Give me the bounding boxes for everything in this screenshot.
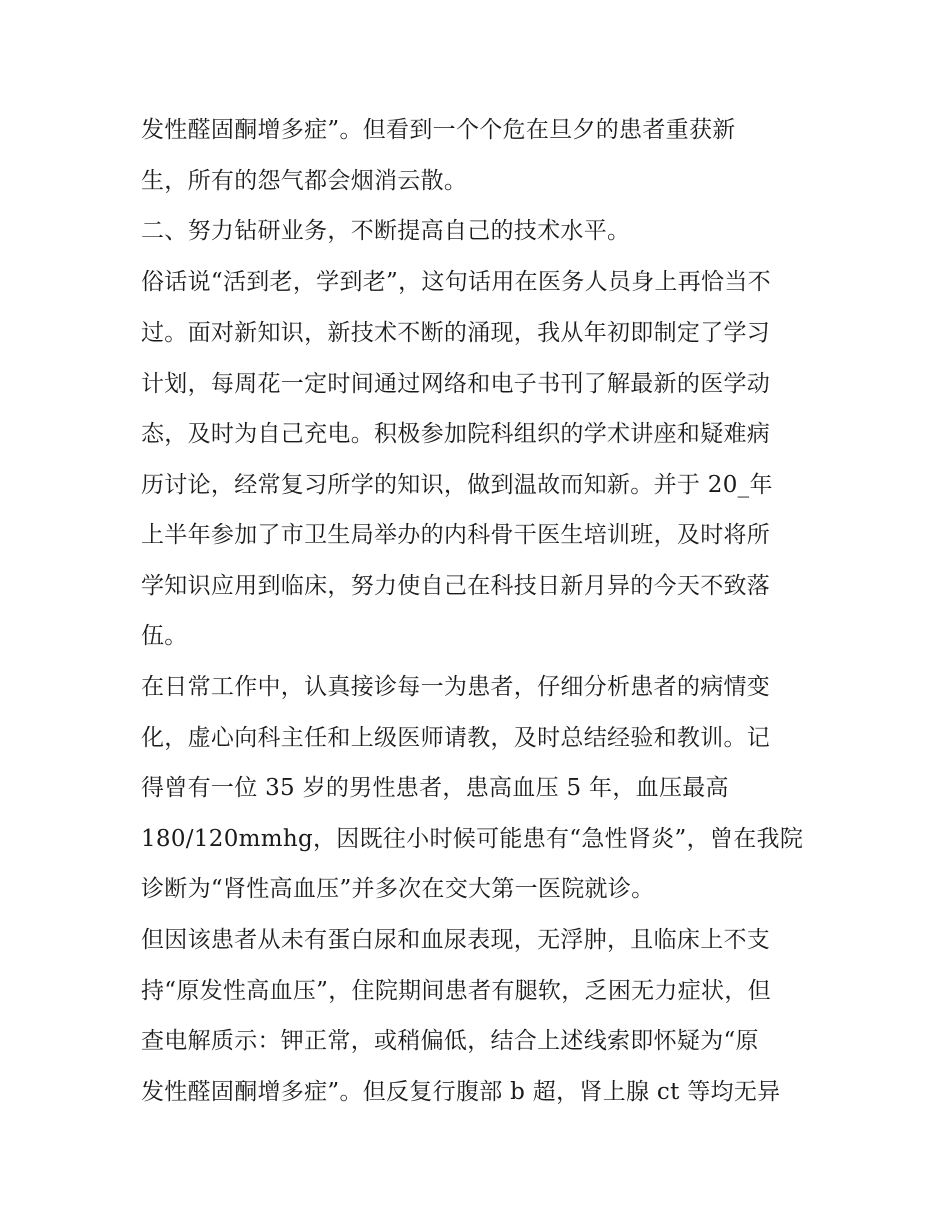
text-line-18: 持“原发性高血压”，住院期间患者有腿软，乏困无力症状，但 [141,978,771,1004]
text-line-5: 过。面对新知识，新技术不断的涌现，我从年初即制定了学习 [141,320,771,346]
text-line-11: 伍。 [141,623,188,649]
text-line-6: 计划，每周花一定时间通过网络和电子书刊了解最新的医学动 [141,371,771,397]
text-line-9: 上半年参加了市卫生局举办的内科骨干医生培训班，及时将所 [141,522,771,548]
text-line-8: 历讨论，经常复习所学的知识，做到温故而知新。并于 20_年 [141,472,773,498]
text-line-1: 发性醛固酮增多症”。但看到一个个危在旦夕的患者重获新 [141,117,736,143]
text-line-10: 学知识应用到临床，努力使自己在科技日新月异的今天不致落 [141,573,771,599]
text-line-7: 态，及时为自己充电。积极参加院科组织的学术讲座和疑难病 [141,421,771,447]
text-line-2: 生，所有的怨气都会烟消云散。 [141,168,468,194]
text-line-16: 诊断为“肾性高血压”并多次在交大第一医院就诊。 [141,876,655,902]
text-line-20: 发性醛固酮增多症”。但反复行腹部 b 超，肾上腺 ct 等均无异 [141,1079,781,1105]
text-line-15: 180/120mmhg，因既往小时候可能患有“急性肾炎”，曾在我院 [141,826,804,852]
text-line-13: 化，虚心向科主任和上级医师请教，及时总结经验和教训。记 [141,725,771,751]
text-line-19: 查电解质示：钾正常，或稍偏低，结合上述线索即怀疑为“原 [141,1028,759,1054]
section-heading-2: 二、努力钻研业务，不断提高自己的技术水平。 [141,218,631,244]
text-line-17: 但因该患者从未有蛋白尿和血尿表现，无浮肿，且临床上不支 [141,927,771,953]
text-line-12: 在日常工作中，认真接诊每一为患者，仔细分析患者的病情变 [141,674,771,700]
text-line-4: 俗话说“活到老，学到老”，这句话用在医务人员身上再恰当不 [141,269,771,295]
text-line-14: 得曾有一位 35 岁的男性患者，患高血压 5 年，血压最高 [141,775,729,801]
